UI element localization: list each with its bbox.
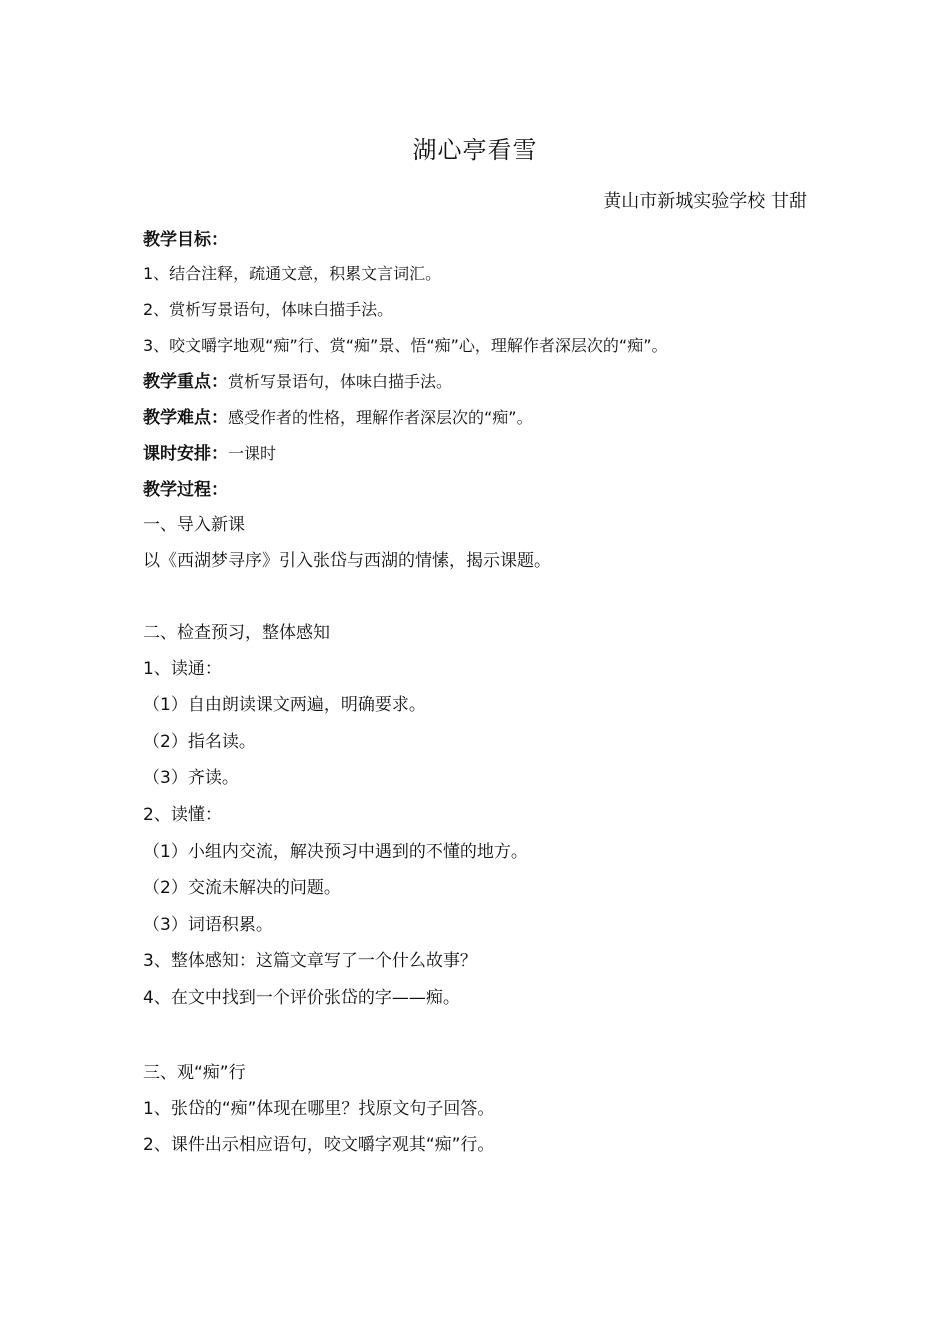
key-point-row <box>143 369 452 395</box>
list-item: 2、读懂： <box>143 805 222 825</box>
list-item: （1）小组内交流，解决预习中遇到的不懂的地方。 <box>143 842 528 862</box>
section-heading: 三、观“痴”行 <box>143 1063 246 1083</box>
goal-item: 2、赏析写景语句，体味白描手法。 <box>143 300 394 319</box>
difficulty-label: 教学难点： <box>143 408 228 428</box>
section-text: 以《西湖梦寻序》引入张岱与西湖的情愫，揭示课题。 <box>143 551 551 571</box>
difficulty-text: 感受作者的性格，理解作者深层次的“痴”。 <box>228 408 533 427</box>
list-item: 2、课件出示相应语句，咬文嚼字观其“痴”行。 <box>143 1135 495 1155</box>
section-heading: 二、检查预习，整体感知 <box>143 623 330 643</box>
list-item: （3）齐读。 <box>143 768 239 788</box>
list-item: 3、整体感知：这篇文章写了一个什么故事？ <box>143 951 477 971</box>
schedule-label: 课时安排： <box>143 444 228 464</box>
document-title: 湖心亭看雪 <box>412 136 538 164</box>
list-item: （3）词语积累。 <box>143 915 273 935</box>
list-item: 1、读通： <box>143 659 222 679</box>
list-item: （1）自由朗读课文两遍，明确要求。 <box>143 695 426 715</box>
key-point-text: 赏析写景语句，体味白描手法。 <box>228 372 453 391</box>
goals-heading: 教学目标： <box>143 230 228 250</box>
schedule-row <box>143 441 276 467</box>
difficulty-row <box>143 405 533 431</box>
schedule-text: 一课时 <box>228 444 277 463</box>
author-line: 黄山市新城实验学校 甘甜 <box>603 191 807 212</box>
list-item: 4、在文中找到一个评价张岱的字——痴。 <box>143 988 460 1008</box>
process-heading: 教学过程： <box>143 480 228 500</box>
goal-item: 3、咬文嚼字地观“痴”行、赏“痴”景、悟“痴”心，理解作者深层次的“痴”。 <box>143 336 668 355</box>
goal-item: 1、结合注释，疏通文意，积累文言词汇。 <box>143 264 442 283</box>
list-item: （2）交流未解决的问题。 <box>143 878 341 898</box>
list-item: （2）指名读。 <box>143 732 256 752</box>
key-point-label: 教学重点： <box>143 372 228 392</box>
list-item: 1、张岱的“痴”体现在哪里？找原文句子回答。 <box>143 1099 495 1119</box>
section-heading: 一、导入新课 <box>143 515 245 535</box>
